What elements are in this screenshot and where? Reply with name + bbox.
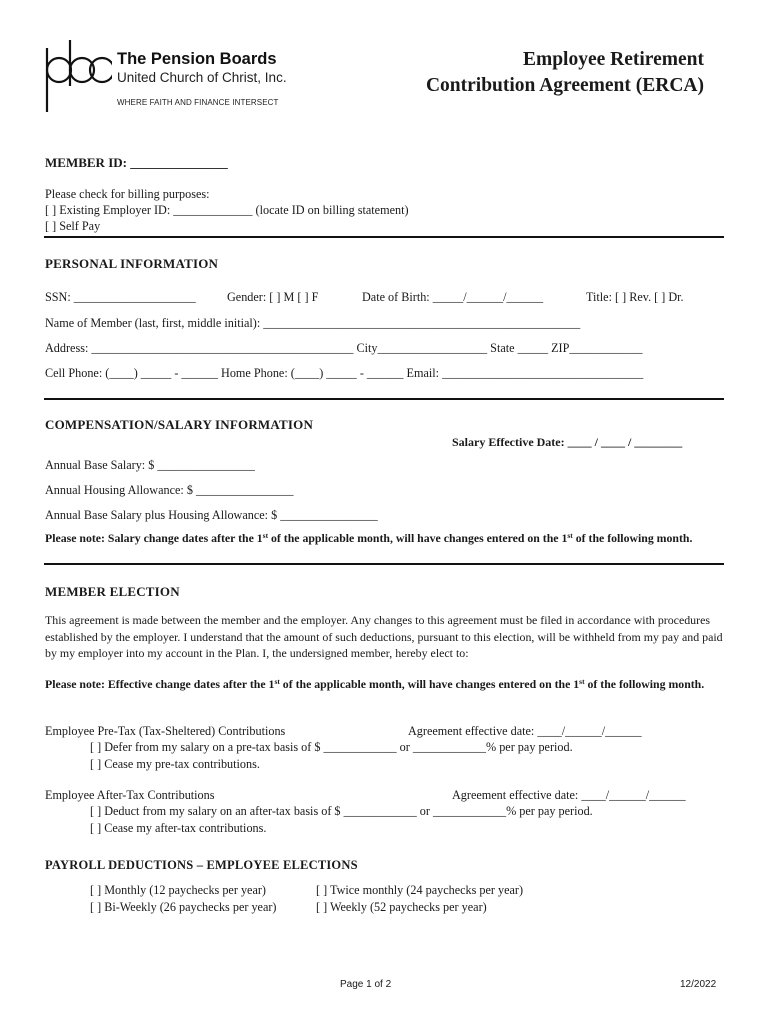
- effective-change-note: Please note: Effective change dates after the 1st of the applicable month, will have changes entered on the 1st of the following month.: [45, 677, 705, 691]
- ssn-field[interactable]: SSN: ____________________: [45, 290, 196, 304]
- self-pay-checkbox[interactable]: [ ] Self Pay: [45, 219, 101, 233]
- address-field[interactable]: Address: ___________________________________________ City__________________ State _____ ZIP____________: [45, 341, 643, 355]
- payroll-deductions-heading: PAYROLL DEDUCTIONS – EMPLOYEE ELECTIONS: [45, 858, 358, 872]
- twice-monthly-checkbox[interactable]: [ ] Twice monthly (24 paychecks per year): [316, 883, 524, 897]
- date-of-birth-field[interactable]: Date of Birth: _____/______/______: [362, 290, 544, 304]
- member-id-field[interactable]: MEMBER ID: _______________: [45, 155, 228, 170]
- phone-email-fields[interactable]: Cell Phone: (____) _____ - ______ Home Phone: (____) _____ - ______ Email: _________________________________: [45, 366, 644, 380]
- aftertax-effective-date-field[interactable]: Agreement effective date: ____/______/______: [452, 788, 686, 802]
- title-checkboxes[interactable]: Title: [ ] Rev. [ ] Dr.: [586, 290, 684, 304]
- billing-prompt: Please check for billing purposes:: [45, 187, 210, 201]
- document-title-line-1: Employee Retirement: [522, 49, 704, 70]
- housing-allowance-field[interactable]: Annual Housing Allowance: $ ________________: [45, 483, 294, 497]
- member-name-field[interactable]: Name of Member (last, first, middle initial): ____________________________________________________: [45, 316, 581, 330]
- annual-base-salary-field[interactable]: Annual Base Salary: $ ________________: [45, 458, 255, 472]
- compensation-heading: COMPENSATION/SALARY INFORMATION: [45, 417, 314, 432]
- revision-date: 12/2022: [680, 979, 717, 990]
- personal-information-heading: PERSONAL INFORMATION: [45, 256, 219, 271]
- pretax-contributions-label: Employee Pre-Tax (Tax-Sheltered) Contributions: [45, 724, 286, 738]
- biweekly-checkbox[interactable]: [ ] Bi-Weekly (26 paychecks per year): [90, 900, 277, 914]
- monthly-checkbox[interactable]: [ ] Monthly (12 paychecks per year): [90, 883, 266, 897]
- page-number: Page 1 of 2: [340, 979, 392, 990]
- aftertax-cease-checkbox[interactable]: [ ] Cease my after-tax contributions.: [90, 821, 267, 835]
- section-divider: [44, 236, 724, 238]
- election-paragraph: This agreement is made between the member and the employer. Any changes to this agreement must be filed in accordance with procedures established by the employer. I understand that the amount of such deductions, pursuant to this election, will be withheld from my pay and paid by my employer into my account in the Plan. I, the undersigned member, hereby elect to:: [45, 613, 723, 660]
- gender-checkboxes[interactable]: Gender: [ ] M [ ] F: [227, 290, 319, 304]
- logo-subtitle: United Church of Christ, Inc.: [117, 70, 287, 85]
- pension-boards-logo-icon: [42, 38, 112, 114]
- logo-title: The Pension Boards: [117, 50, 277, 68]
- pretax-defer-checkbox[interactable]: [ ] Defer from my salary on a pre-tax basis of $ ____________ or ____________% per pay period.: [90, 740, 573, 754]
- base-plus-housing-field[interactable]: Annual Base Salary plus Housing Allowance: $ ________________: [45, 508, 378, 522]
- section-divider: [44, 563, 724, 565]
- logo-tagline: WHERE FAITH AND FINANCE INTERSECT: [117, 98, 279, 107]
- weekly-checkbox[interactable]: [ ] Weekly (52 paychecks per year): [316, 900, 487, 914]
- existing-employer-checkbox[interactable]: [ ] Existing Employer ID: _____________ (locate ID on billing statement): [45, 203, 409, 217]
- pretax-cease-checkbox[interactable]: [ ] Cease my pre-tax contributions.: [90, 757, 260, 771]
- aftertax-contributions-label: Employee After-Tax Contributions: [45, 788, 215, 802]
- salary-effective-date-field[interactable]: Salary Effective Date: ____ / ____ / ________: [452, 435, 683, 449]
- document-title-line-2: Contribution Agreement (ERCA): [425, 75, 704, 96]
- aftertax-deduct-checkbox[interactable]: [ ] Deduct from my salary on an after-tax basis of $ ____________ or ____________% per pay period.: [90, 804, 593, 818]
- section-divider: [44, 398, 724, 400]
- pretax-effective-date-field[interactable]: Agreement effective date: ____/______/______: [408, 724, 642, 738]
- salary-change-note: Please note: Salary change dates after the 1st of the applicable month, will have changes entered on the 1st of the following month.: [45, 531, 693, 545]
- member-election-heading: MEMBER ELECTION: [45, 584, 180, 599]
